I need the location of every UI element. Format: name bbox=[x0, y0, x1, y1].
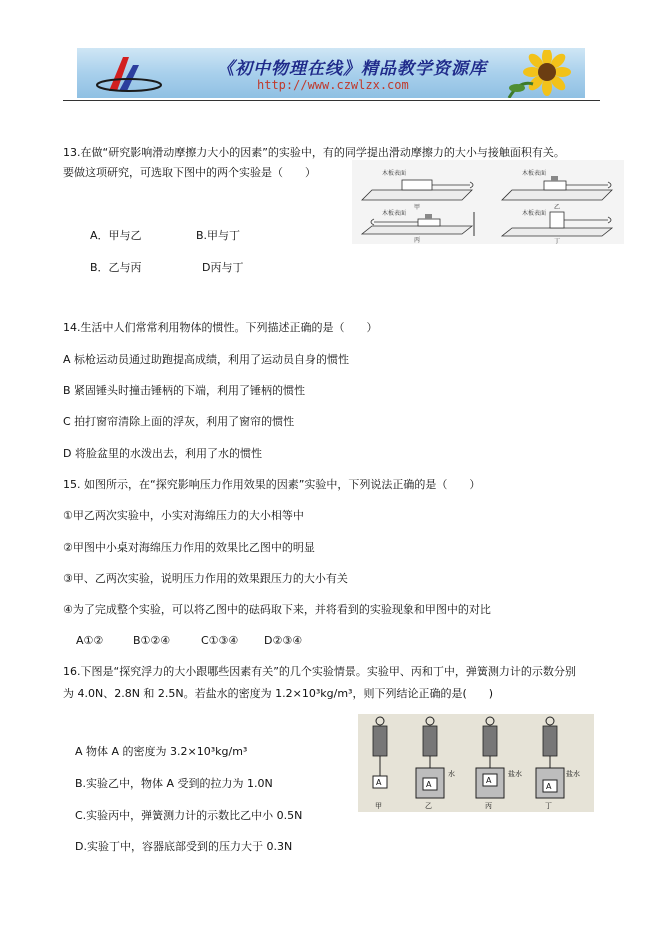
q13-stem-line1: 13.在做“研究影响滑动摩擦力大小的因素”的实验中，有的同学提出滑动摩擦力的大小与接触面积有关。 bbox=[63, 146, 565, 159]
q15-option-b: B①②④ bbox=[133, 634, 171, 647]
q16-option-b: B.实验乙中，物体 A 受到的拉力为 1.0N bbox=[75, 777, 273, 790]
logo-icon bbox=[89, 51, 169, 95]
q13-surface-label: 木板表面 bbox=[382, 170, 407, 177]
sunflower-icon bbox=[499, 50, 579, 98]
q13-surface-label: 木板表面 bbox=[522, 170, 547, 177]
q14-option-c: C 拍打窗帘清除上面的浮灰，利用了窗帘的惯性 bbox=[63, 415, 295, 428]
q16-block-label: A bbox=[486, 776, 492, 785]
q15-statement-4: ④为了完成整个实验，可以将乙图中的砝码取下来，并将看到的实验现象和甲图中的对比 bbox=[63, 603, 491, 616]
header-url: http://www.czwlzx.com bbox=[257, 78, 409, 92]
q13-option-b: B.甲与丁 bbox=[196, 229, 241, 242]
q16-buoyancy-figure bbox=[358, 714, 594, 812]
q13-option-d: D丙与丁 bbox=[202, 261, 244, 274]
q16-option-d: D.实验丁中，容器底部受到的压力大于 0.3N bbox=[75, 840, 293, 853]
q15-statement-2: ②甲图中小桌对海绵压力作用的效果比乙图中的明显 bbox=[63, 541, 315, 554]
q15-option-d: D②③④ bbox=[264, 634, 303, 647]
q13-panel-label: 丙 bbox=[414, 237, 421, 244]
q16-liquid-label: 盐水 bbox=[508, 770, 522, 778]
q16-option-c: C.实验丙中，弹簧测力计的示数比乙中小 0.5N bbox=[75, 809, 303, 822]
q13-panel-label: 乙 bbox=[554, 204, 561, 211]
q16-panel-label: 丁 bbox=[545, 802, 552, 810]
q16-block-label: A bbox=[426, 780, 432, 789]
q15-option-c: C①③④ bbox=[201, 634, 239, 647]
q14-option-a: A 标枪运动员通过助跑提高成绩，利用了运动员自身的惯性 bbox=[63, 353, 350, 366]
q13-surface-label: 木板表面 bbox=[382, 210, 407, 217]
q16-stem-line2: 为 4.0N、2.8N 和 2.5N。若盐水的密度为 1.2×10³kg/m³，则下列结论正确的是( ) bbox=[63, 687, 494, 700]
q14-option-b: B 紧固锤头时撞击锤柄的下端，利用了锤柄的惯性 bbox=[63, 384, 306, 397]
q16-option-a: A 物体 A 的密度为 3.2×10³kg/m³ bbox=[75, 745, 248, 758]
q13-panel-label: 丁 bbox=[554, 238, 561, 244]
header-rule bbox=[63, 100, 600, 101]
q15-stem: 15. 如图所示，在“探究影响压力作用效果的因素”实验中，下列说法正确的是（ ） bbox=[63, 478, 481, 491]
q16-liquid-label: 水 bbox=[448, 770, 455, 778]
q13-friction-figure bbox=[352, 160, 624, 244]
q16-panel-label: 丙 bbox=[485, 802, 492, 810]
q13-panel-label: 甲 bbox=[414, 204, 421, 211]
q16-stem-line1: 16.下图是“探究浮力的大小跟哪些因素有关”的几个实验情景。实验甲、丙和丁中，弹簧测力计的示数分别 bbox=[63, 665, 576, 678]
q16-panel-label: 甲 bbox=[375, 802, 382, 810]
q16-panel-label: 乙 bbox=[425, 802, 432, 810]
q16-block-label: A bbox=[376, 778, 382, 787]
q13-option-a: A．甲与乙 bbox=[90, 229, 142, 242]
q16-liquid-label: 盐水 bbox=[566, 770, 580, 778]
q13-surface-label: 木板表面 bbox=[522, 210, 547, 217]
header-banner bbox=[77, 48, 585, 98]
q13-stem-line2: 要做这项研究，可选取下图中的两个实验是（ ） bbox=[63, 166, 316, 179]
q15-option-a: A①② bbox=[76, 634, 104, 647]
header-title: 《初中物理在线》精品教学资源库 bbox=[217, 59, 487, 79]
q14-option-d: D 将脸盆里的水泼出去，利用了水的惯性 bbox=[63, 447, 262, 460]
q15-statement-1: ①甲乙两次实验中，小实对海绵压力的大小相等中 bbox=[63, 509, 304, 522]
q15-statement-3: ③甲、乙两次实验，说明压力作用的效果跟压力的大小有关 bbox=[63, 572, 348, 585]
q13-option-c: B．乙与丙 bbox=[90, 261, 142, 274]
q16-block-label: A bbox=[546, 782, 552, 791]
q14-stem: 14.生活中人们常常利用物体的惯性。下列描述正确的是（ ） bbox=[63, 321, 378, 334]
